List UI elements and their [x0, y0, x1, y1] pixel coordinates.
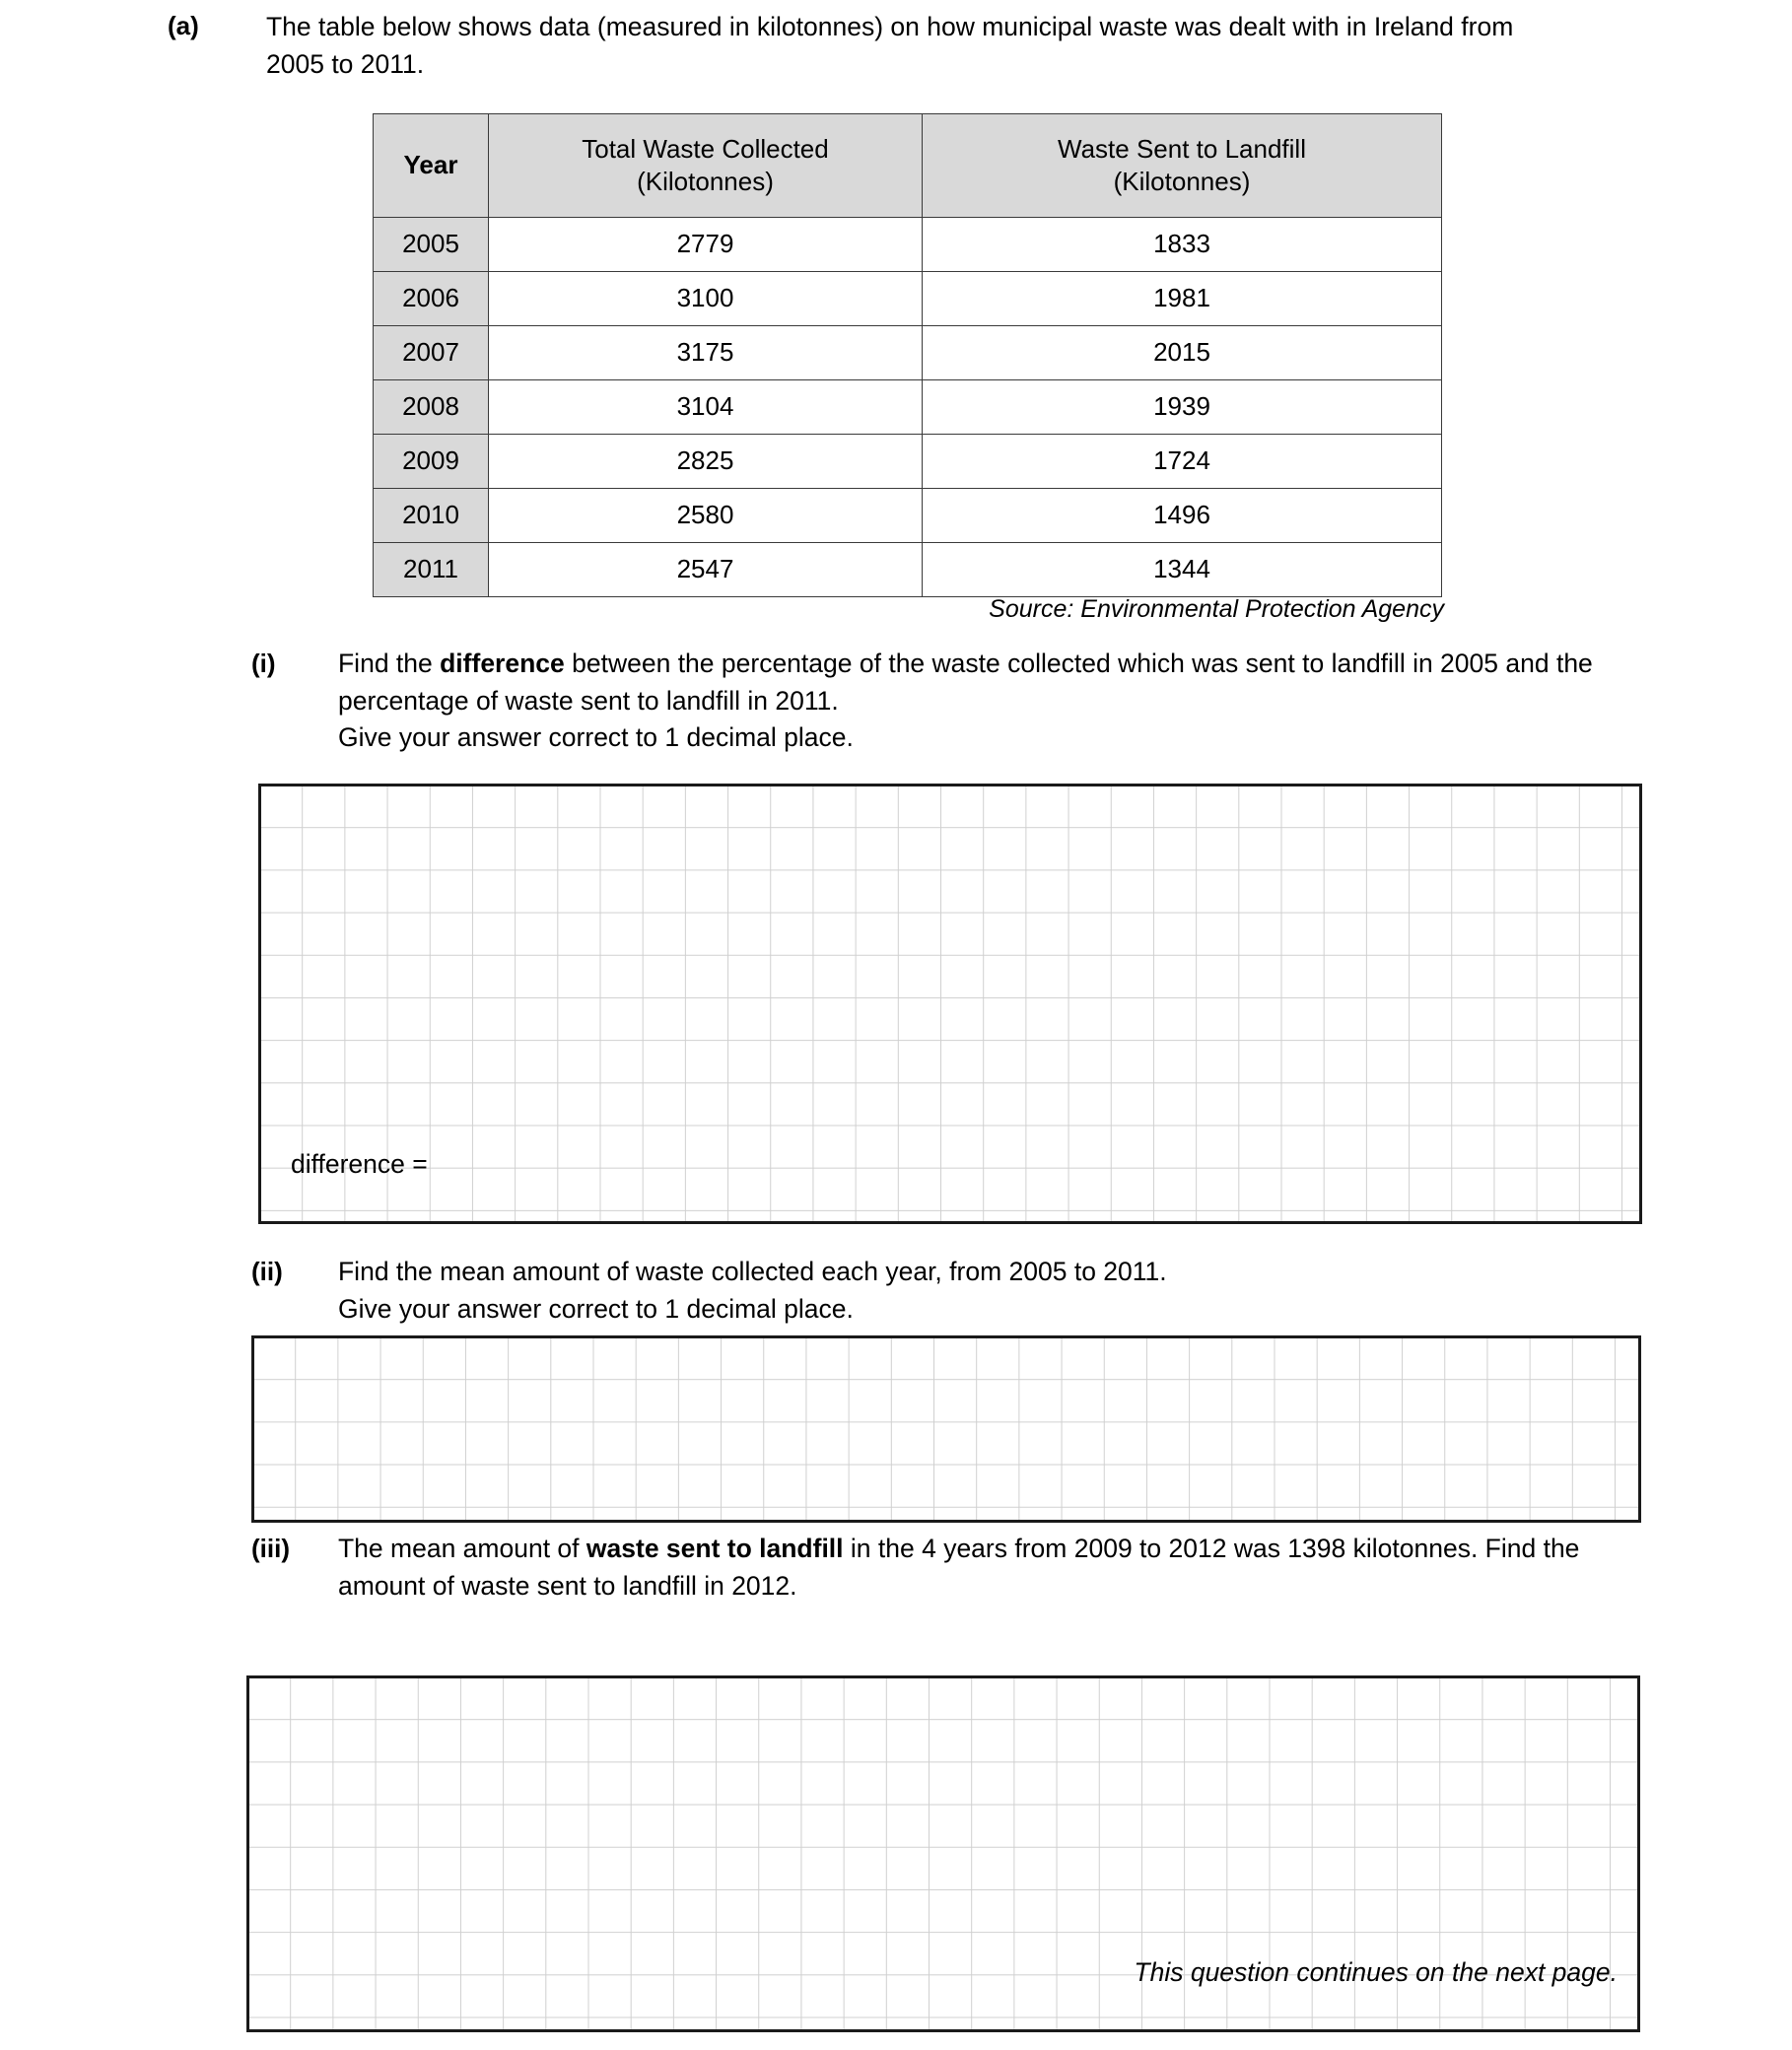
- cell-total-waste: 3104: [489, 380, 923, 435]
- table-row: [374, 435, 1442, 489]
- table-header-row: [374, 114, 1442, 218]
- question-ii-label: (ii): [251, 1257, 283, 1286]
- column-header-year: Year: [374, 114, 489, 218]
- cell-total-waste: 2547: [489, 543, 923, 597]
- landfill-header-line2: (Kilotonnes): [1113, 167, 1251, 196]
- waste-data-table-wrapper: [373, 113, 1442, 597]
- table-row: [374, 218, 1442, 272]
- question-iii-text-part2: in the 4 years from 2009 to 2012 was 1398 kilotonnes. Find the amount of waste sent to landfill in 2012.: [338, 1534, 1580, 1601]
- cell-year: 2005: [374, 218, 489, 272]
- question-i-emphasis: difference: [440, 649, 565, 678]
- cell-total-waste: 2825: [489, 435, 923, 489]
- cell-landfill: 1981: [923, 272, 1442, 326]
- cell-year: 2011: [374, 543, 489, 597]
- part-a-intro: [168, 8, 1567, 84]
- table-row: [374, 380, 1442, 435]
- cell-landfill: 1344: [923, 543, 1442, 597]
- question-ii-precision-note: Give your answer correct to 1 decimal place.: [338, 1293, 854, 1324]
- cell-year: 2009: [374, 435, 489, 489]
- landfill-header-line1: Waste Sent to Landfill: [1058, 133, 1306, 164]
- waste-data-table: [373, 113, 1442, 597]
- cell-landfill: 1939: [923, 380, 1442, 435]
- question-i-text: [338, 646, 1651, 757]
- total-waste-header-line1: Total Waste Collected: [582, 133, 829, 164]
- cell-year: 2007: [374, 326, 489, 380]
- cell-total-waste: 3175: [489, 326, 923, 380]
- cell-year: 2008: [374, 380, 489, 435]
- table-row: [374, 272, 1442, 326]
- continues-next-page-note: This question continues on the next page.: [1134, 1957, 1618, 1987]
- question-i-text-part1: Find the: [338, 649, 441, 678]
- question-i: [251, 646, 1651, 757]
- cell-year: 2010: [374, 489, 489, 543]
- cell-landfill: 2015: [923, 326, 1442, 380]
- question-iii-text-part1: The mean amount of: [338, 1534, 586, 1563]
- question-i-label: (i): [251, 649, 276, 678]
- cell-year: 2006: [374, 272, 489, 326]
- answer-box-i[interactable]: [258, 784, 1642, 1224]
- question-iii-label: (iii): [251, 1534, 290, 1563]
- difference-answer-label: difference =: [291, 1149, 428, 1179]
- question-ii-text-part1: Find the mean amount of waste collected each year, from 2005 to 2011.: [338, 1257, 1167, 1286]
- part-a-text: The table below shows data (measured in kilotonnes) on how municipal waste was dealt with in Ireland from 2005 to 2011.: [266, 12, 1514, 80]
- table-row: [374, 543, 1442, 597]
- question-iii-emphasis: waste sent to landfill: [586, 1534, 844, 1563]
- source-attribution: Source: Environmental Protection Agency: [989, 595, 1444, 623]
- cell-total-waste: 2580: [489, 489, 923, 543]
- question-i-precision-note: Give your answer correct to 1 decimal place.: [338, 722, 854, 753]
- cell-landfill: 1833: [923, 218, 1442, 272]
- answer-box-ii[interactable]: [251, 1335, 1641, 1523]
- cell-landfill: 1724: [923, 435, 1442, 489]
- total-waste-header-line2: (Kilotonnes): [637, 167, 774, 196]
- table-row: [374, 326, 1442, 380]
- question-iii: [251, 1531, 1651, 1605]
- column-header-total-waste: [489, 114, 923, 218]
- column-header-landfill: [923, 114, 1442, 218]
- question-iii-text: [338, 1531, 1651, 1605]
- part-a-label: (a): [168, 11, 199, 40]
- question-i-text-part2: between the percentage of the waste collected which was sent to landfill in 2005 and the percentage of waste sent to landfill in 2011.: [338, 649, 1593, 716]
- question-ii-text: [338, 1254, 1651, 1328]
- answer-box-iii[interactable]: [246, 1675, 1640, 2032]
- cell-landfill: 1496: [923, 489, 1442, 543]
- table-row: [374, 489, 1442, 543]
- cell-total-waste: 2779: [489, 218, 923, 272]
- cell-total-waste: 3100: [489, 272, 923, 326]
- question-ii: [251, 1254, 1651, 1328]
